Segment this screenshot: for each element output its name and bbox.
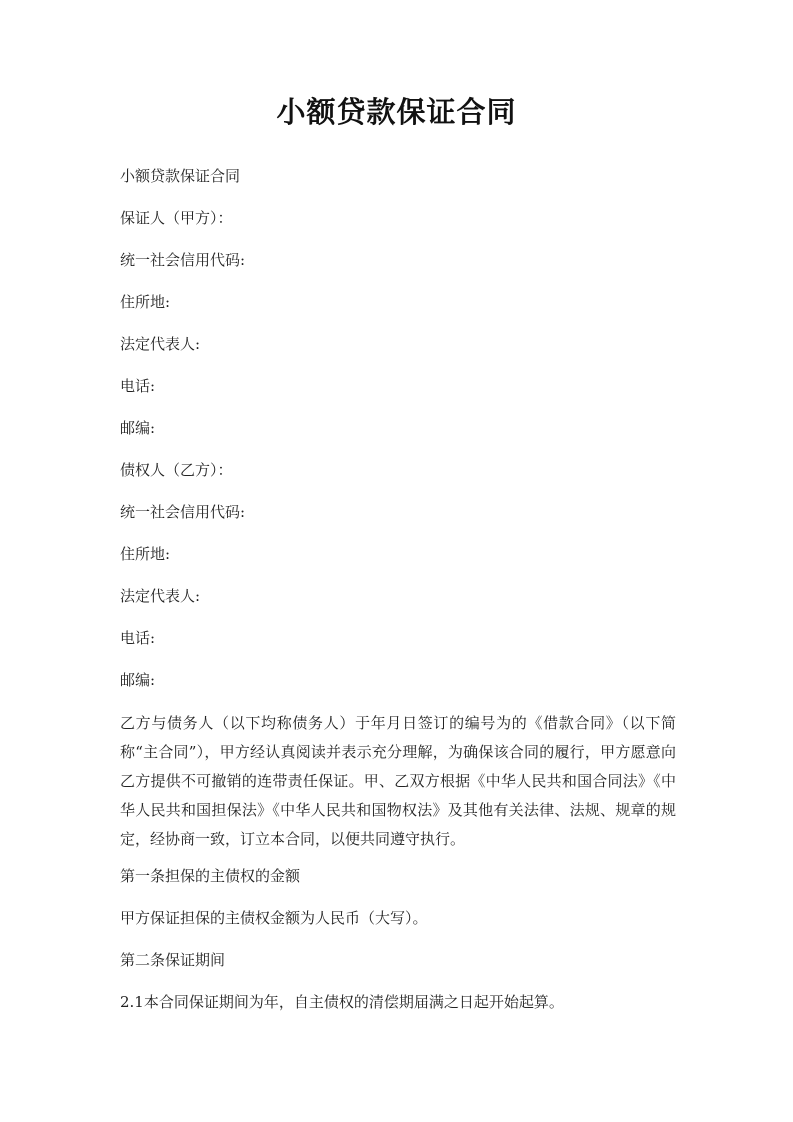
creditor-address-field: 住所地: — [120, 545, 171, 563]
document-subtitle: 小额贷款保证合同 — [120, 167, 241, 185]
guarantor-postcode-field: 邮编: — [120, 419, 156, 437]
document-title: 小额贷款保证合同 — [276, 95, 517, 129]
article-1-heading: 第一条担保的主债权的金额 — [120, 867, 301, 885]
guarantor-address-field: 住所地: — [120, 293, 171, 311]
creditor-postcode-field: 邮编: — [120, 671, 156, 689]
preamble-paragraph: 乙方与债务人（以下均称债务人）于年月日签订的编号为的《借款合同》（以下简称“主合同”），甲方经认真阅读并表示充分理解，为确保该合同的履行，甲方愿意向乙方提供不可撤销的连带责任保证。甲、乙双方根据《中华人民共和国合同法》《中华人民共和国担保法》《中华人民共和国物权法》及其他有关法律、法规、规章的规定，经协商一致，订立本合同，以便共同遵守执行。 — [120, 714, 676, 848]
guarantor-legal-rep-field: 法定代表人: — [120, 335, 201, 353]
article-1-body: 甲方保证担保的主债权金额为人民币（大写）。 — [120, 909, 428, 927]
creditor-phone-field: 电话: — [120, 629, 156, 647]
creditor-credit-code-field: 统一社会信用代码: — [120, 503, 246, 521]
creditor-legal-rep-field: 法定代表人: — [120, 587, 201, 605]
clause-2-1: 2.1本合同保证期间为年，自主债权的清偿期届满之日起开始起算。 — [120, 993, 564, 1011]
article-2-heading: 第二条保证期间 — [120, 951, 226, 969]
guarantor-phone-field: 电话: — [120, 377, 156, 395]
guarantor-heading: 保证人（甲方）： — [120, 209, 233, 227]
guarantor-credit-code-field: 统一社会信用代码: — [120, 251, 246, 269]
creditor-heading: 债权人（乙方）： — [120, 461, 233, 479]
